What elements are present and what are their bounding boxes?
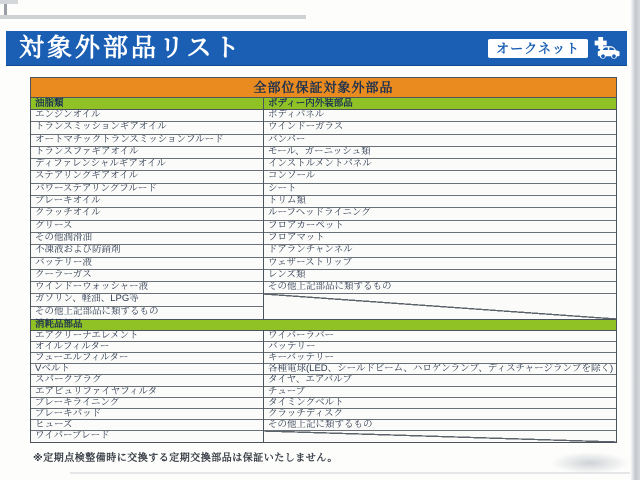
section-header-left: 油脂類 [31, 98, 264, 109]
left-cell: ガソリン、軽油、LPG等 [31, 294, 263, 306]
left-cell: グリース [31, 221, 263, 233]
right-cell: ウェザーストリップ [264, 258, 616, 270]
right-cell: シート [264, 184, 616, 196]
left-cell: ヒューズ [31, 420, 263, 431]
left-cell: ディファレンシャルギアオイル [31, 159, 263, 171]
empty-diagonal-cell [264, 431, 616, 442]
left-cell: オートマチックトランスミッションフルード [31, 135, 263, 147]
scan-page-edge [630, 0, 640, 480]
right-cell: その他上記部品に類するもの [264, 282, 616, 294]
left-cell: トランスミッションギアオイル [31, 122, 263, 134]
aucnet-logo [488, 36, 620, 61]
scan-artifact [70, 472, 630, 474]
section-columns [31, 110, 616, 319]
section-header-row [31, 98, 616, 110]
left-cell: ブレーキライニング [31, 398, 263, 409]
scan-artifact [550, 452, 630, 474]
right-cell: インストルメントパネル [264, 159, 616, 171]
left-cell: Vベルト [31, 364, 263, 375]
left-cell: クーラーガス [31, 270, 263, 282]
empty-diagonal-cell [264, 294, 616, 319]
right-column [264, 331, 616, 442]
scan-artifact [0, 0, 18, 4]
right-cell: バッテリー [264, 342, 616, 353]
left-cell: クラッチオイル [31, 208, 263, 220]
left-cell: ブレーキパッド [31, 409, 263, 420]
left-cell: エアクリーナエレメント [31, 331, 263, 342]
logo-text: オークネット [488, 39, 588, 58]
left-cell: フューエルフィルター [31, 353, 263, 364]
left-cell: スパークプラグ [31, 375, 263, 386]
right-cell: タイミングベルト [264, 398, 616, 409]
right-column [264, 110, 616, 319]
right-cell: フロアマット [264, 233, 616, 245]
page-title: 対象外部品リスト [19, 33, 243, 62]
left-cell: トランスファギアオイル [31, 147, 263, 159]
right-cell: トリム類 [264, 196, 616, 208]
left-cell: エアピュリファイヤフィルタ [31, 387, 263, 398]
right-cell: ルーフヘッドライニング [264, 208, 616, 220]
left-cell: パワーステアリングフルード [31, 184, 263, 196]
left-cell: エンジンオイル [31, 110, 263, 122]
left-cell: ウインドーウォッシャー液 [31, 282, 263, 294]
left-cell: ワイパーブレード [35, 430, 110, 441]
right-cell: 各種電球(LED、シールドビーム、ハロゲンランプ、ディスチャージランプを除く) [264, 364, 616, 375]
table-sections [31, 98, 616, 442]
right-cell: バンパー [264, 135, 616, 147]
right-cell: モール、ガーニッシュ類 [264, 147, 616, 159]
section-header-right: ボディー内外装部品 [268, 98, 353, 109]
left-cell: その他潤滑油 [31, 233, 263, 245]
right-cell: フロアカーペット [264, 221, 616, 233]
right-cell: その他上記に類するもの [264, 420, 616, 431]
right-cell: ドアランチャンネル [264, 245, 616, 257]
footnote: ※定期点検整備時に交換する定期交換部品は保証いたしません。 [33, 453, 338, 464]
plus-car-icon [591, 36, 620, 61]
left-cell: その他上記部品に類するもの [35, 306, 159, 317]
section-band-header: 消耗品部品 [31, 319, 616, 331]
left-cell: ブレーキオイル [31, 196, 263, 208]
section-columns [31, 331, 616, 442]
title-bar [6, 31, 627, 65]
right-cell: クラッチディスク [264, 409, 616, 420]
right-cell: ウインドーガラス [264, 122, 616, 134]
table-title: 全部位保証対象外部品 [31, 78, 616, 98]
left-cell: ステアリングギアオイル [31, 171, 263, 183]
right-cell: ワイパーラバー [264, 331, 616, 342]
right-cell: コンソール [264, 171, 616, 183]
left-cell: バッテリー液 [31, 258, 263, 270]
table-section [31, 98, 616, 319]
table-section [31, 319, 616, 442]
left-column [31, 110, 264, 319]
right-cell: キーバッテリー [264, 353, 616, 364]
right-cell: ボディパネル [264, 110, 616, 122]
left-column [31, 331, 264, 442]
right-cell: チューブ [264, 387, 616, 398]
left-cell: 不凍液および防錆剤 [31, 245, 263, 257]
excluded-parts-table [30, 77, 617, 443]
right-cell: レンズ類 [264, 270, 616, 282]
left-cell: オイルフィルター [31, 342, 263, 353]
right-cell: タイヤ、エアバルブ [264, 375, 616, 386]
scan-artifact [0, 15, 306, 19]
